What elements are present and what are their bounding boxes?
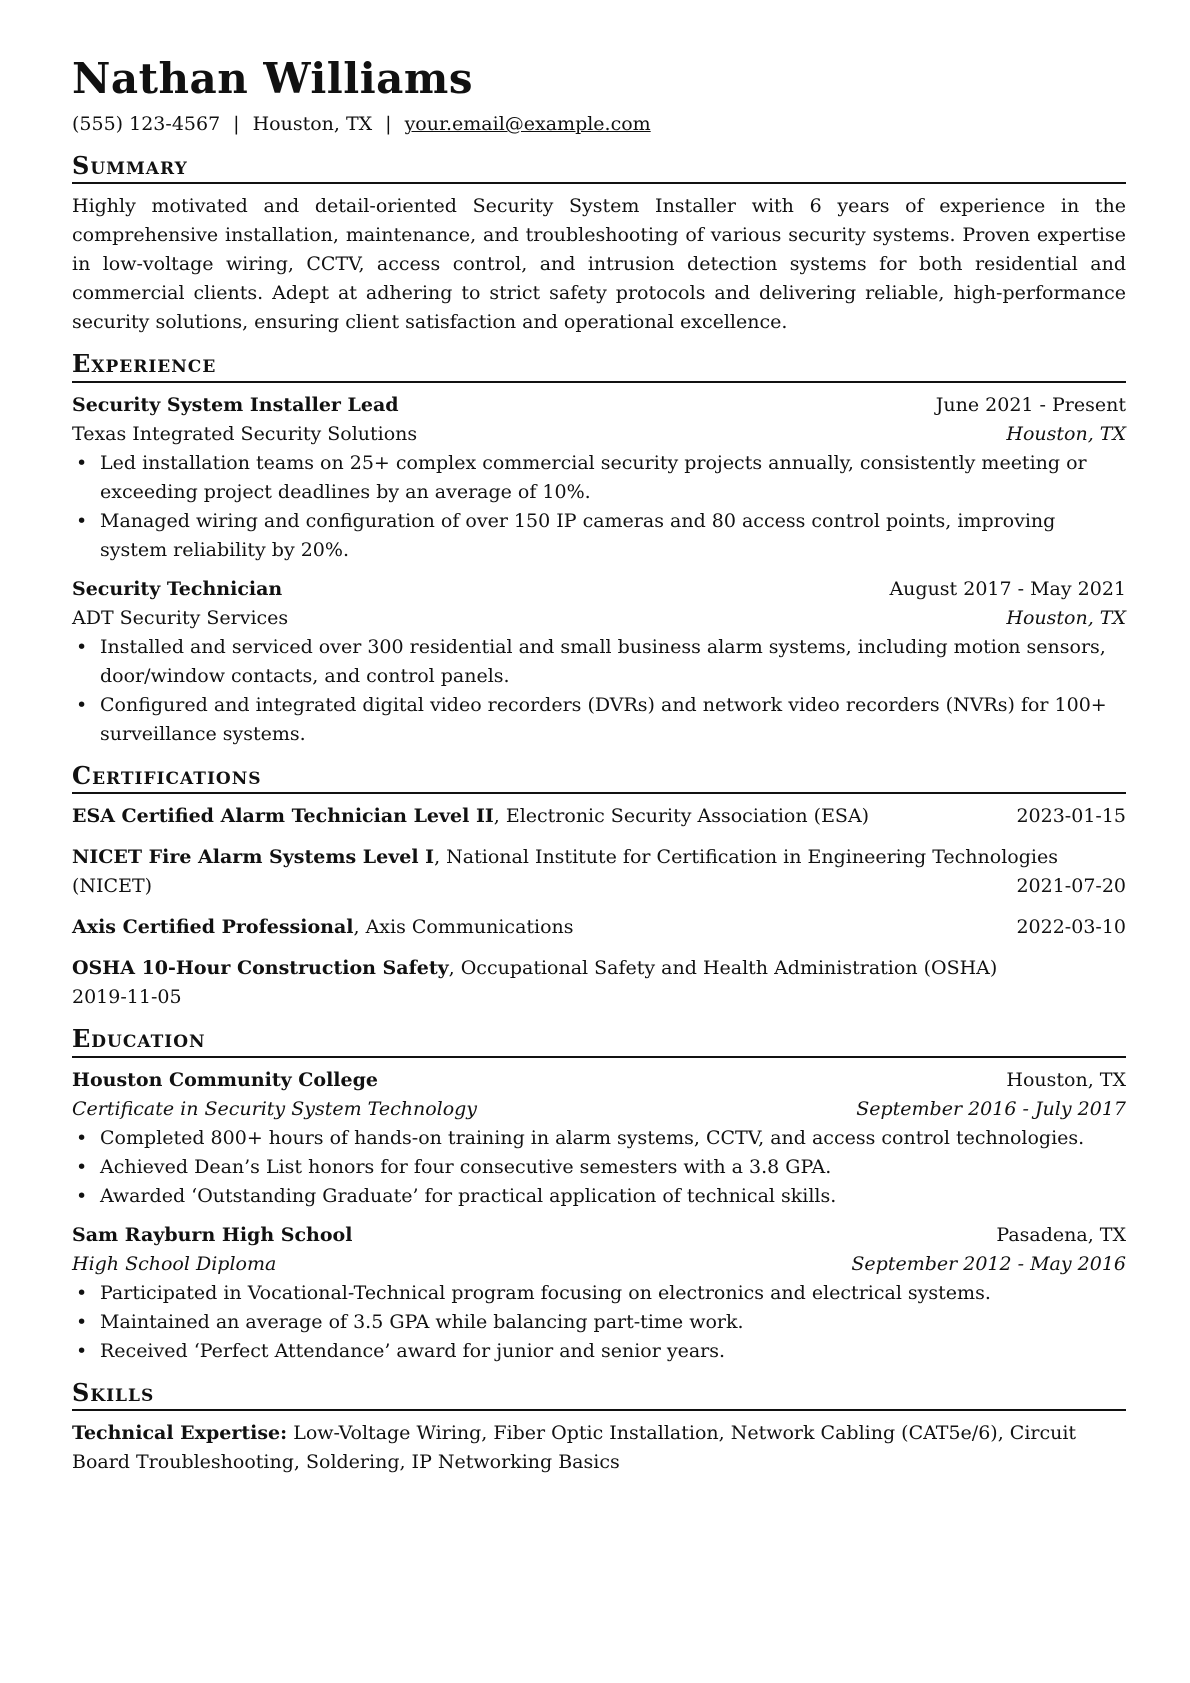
- job-role: Security System Installer Lead: [72, 393, 399, 416]
- section-title-experience: Experience: [72, 351, 1126, 382]
- cert-name: OSHA 10-Hour Construction Safety: [72, 957, 449, 980]
- school-name: Sam Rayburn High School: [72, 1223, 353, 1246]
- skills-section: [72, 1377, 1126, 1477]
- job-location: Houston, TX: [1006, 606, 1126, 629]
- school-entry: [72, 1066, 1126, 1211]
- candidate-name: Nathan Williams: [72, 54, 473, 103]
- cert-issuer: , Electronic Security Association (ESA): [493, 805, 870, 828]
- skills-text: [72, 1419, 1126, 1477]
- separator: |: [233, 113, 240, 136]
- summary-text: Highly motivated and detail-oriented Security System Installer with 6 years of experience in the comprehensive installation, maintenance, and troubleshooting of various security systems. Proven expertise in low-voltage wiring, CCTV, access control, and intrusion detection systems for both residential and commercial clients. Adept at adhering to strict safety protocols and delivering reliable, high-performance security solutions, ensuring client satisfaction and operational excellence.: [72, 195, 1126, 334]
- list-item: • Configured and integrated digital video recorders (DVRs) and network video recorders (NVRs) for 100+ surveillance systems.: [100, 691, 1126, 749]
- job-dates: June 2021 - Present: [935, 393, 1126, 416]
- list-item: • Achieved Dean’s List honors for four consecutive semesters with a 3.8 GPA.: [100, 1153, 1126, 1182]
- list-item: • Installed and serviced over 300 residential and small business alarm systems, including motion sensors, door/window contacts, and control panels.: [100, 633, 1126, 691]
- education-section: [72, 1026, 1126, 1365]
- school-name: Houston Community College: [72, 1068, 378, 1091]
- list-item: • Awarded ‘Outstanding Graduate’ for practical application of technical skills.: [100, 1182, 1126, 1211]
- school-location: Pasadena, TX: [996, 1223, 1126, 1246]
- summary-section: [72, 153, 1126, 337]
- list-item: • Maintained an average of 3.5 GPA while balancing part-time work.: [100, 1308, 1126, 1337]
- job-company: ADT Security Services: [72, 606, 289, 629]
- cert-date: 2019-11-05: [72, 986, 182, 1009]
- separator: |: [385, 113, 392, 136]
- email-link[interactable]: your.email@example.com: [404, 113, 651, 136]
- job-dates: August 2017 - May 2021: [889, 577, 1126, 600]
- job-company: Texas Integrated Security Solutions: [72, 422, 418, 445]
- list-item: • Completed 800+ hours of hands-on training in alarm systems, CCTV, and access control technologies.: [100, 1124, 1126, 1153]
- cert-date: 2023-01-15: [1016, 805, 1126, 828]
- contact-line: [72, 112, 1126, 137]
- skills-label: Technical Expertise:: [72, 1422, 288, 1445]
- school-dates: September 2012 - May 2016: [851, 1252, 1126, 1275]
- cert-date: 2021-07-20: [1016, 875, 1126, 898]
- section-title-certifications: Certifications: [72, 763, 1126, 794]
- degree: Certificate in Security System Technology: [72, 1097, 478, 1120]
- cert-issuer: , Axis Communications: [353, 916, 574, 939]
- job-entry: [72, 575, 1126, 749]
- cert-item: [72, 802, 1126, 831]
- cert-name: NICET Fire Alarm Systems Level I: [72, 846, 435, 869]
- school-entry: [72, 1221, 1126, 1366]
- cert-item: [72, 913, 1126, 942]
- cert-item: [72, 954, 1126, 1012]
- experience-section: [72, 351, 1126, 748]
- phone: (555) 123-4567: [72, 113, 221, 136]
- list-item: • Participated in Vocational-Technical program focusing on electronics and electrical systems.: [100, 1279, 1126, 1308]
- section-title-summary: Summary: [72, 153, 1126, 184]
- job-entry: [72, 391, 1126, 565]
- list-item: • Led installation teams on 25+ complex commercial security projects annually, consistently meeting or exceeding project deadlines by an average of 10%.: [100, 449, 1126, 507]
- resume-page: [72, 54, 1126, 1491]
- job-role: Security Technician: [72, 577, 283, 600]
- skills-list: Low-Voltage Wiring, Fiber Optic Installation, Network Cabling (CAT5e/6), Circuit Board Troubleshooting, Soldering, IP Networking Basics: [72, 1422, 1077, 1474]
- section-title-skills: Skills: [72, 1380, 1126, 1411]
- cert-issuer: , Occupational Safety and Health Administration (OSHA): [448, 957, 998, 980]
- cert-date: 2022-03-10: [1016, 916, 1126, 939]
- list-item: • Received ‘Perfect Attendance’ award for junior and senior years.: [100, 1337, 1126, 1366]
- school-dates: September 2016 - July 2017: [856, 1097, 1126, 1120]
- cert-name: Axis Certified Professional: [72, 916, 354, 939]
- job-location: Houston, TX: [1006, 422, 1126, 445]
- degree: High School Diploma: [72, 1252, 277, 1275]
- cert-issuer-continued: (NICET): [72, 875, 153, 898]
- cert-issuer: , National Institute for Certification in Engineering Technologies: [434, 846, 1058, 869]
- school-location: Houston, TX: [1006, 1068, 1126, 1091]
- location: Houston, TX: [252, 113, 373, 136]
- section-title-education: Education: [72, 1026, 1126, 1057]
- cert-name: ESA Certified Alarm Technician Level II: [72, 805, 494, 828]
- cert-item: [72, 843, 1126, 901]
- list-item: • Managed wiring and configuration of over 150 IP cameras and 80 access control points, improving system reliability by 20%.: [100, 507, 1126, 565]
- certifications-section: [72, 760, 1126, 1012]
